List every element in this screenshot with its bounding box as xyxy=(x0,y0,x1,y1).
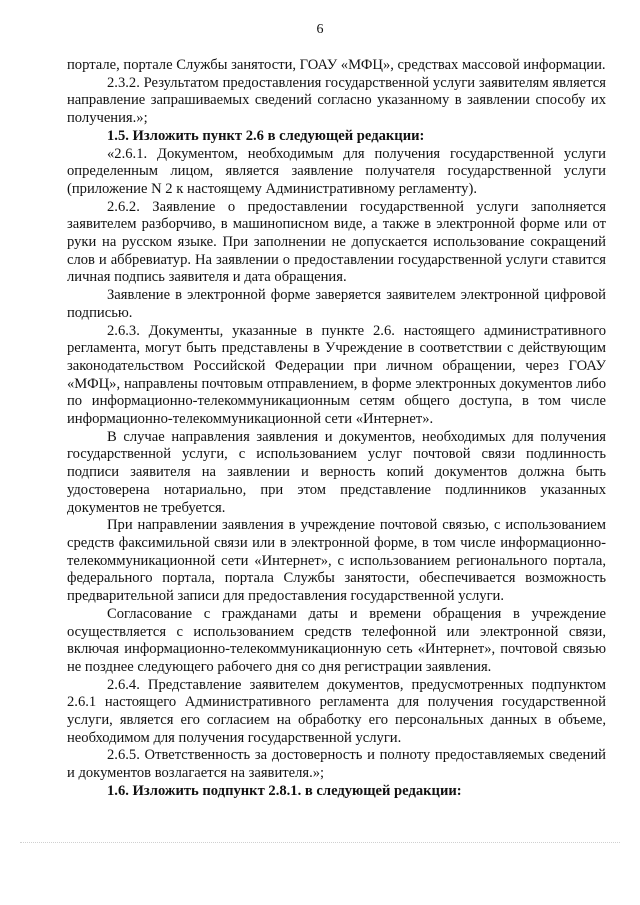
paragraph-2-6-3: 2.6.3. Документы, указанные в пункте 2.6. настоящего административного регламента, могут быть представлены в Учреждение в соответствии с действующим законодательством Российской Федерации при личном обращении, через ГОАУ «МФЦ», направлены почтовым отправлением, в форме электронных документов либо по информационно-телекоммуникационным сетям общего доступа, в том числе информационно-телекоммуникационной сети «Интернет». xyxy=(67,322,606,428)
paragraph-postal-submission: В случае направления заявления и документов, необходимых для получения государственной услуги, с использованием услуг почтовой связи подлинность подписи заявителя на заявлении и верность копий документов должна быть удостоверена нотариально, при этом представление подлинников указанных документов не требуется. xyxy=(67,428,606,516)
page-number: 6 xyxy=(316,22,324,37)
paragraph-preliminary-booking: При направлении заявления в учреждение почтовой связью, с использованием средств факсимильной связи или в электронной форме, в том числе информационно-телекоммуникационной сети «Интернет», с использованием регионального портала, федерального портала, портала Службы занятости, обеспечивается возможность предварительной записи для предоставления государственной услуги. xyxy=(67,517,606,605)
paragraph-2-6-5: 2.6.5. Ответственность за достоверность и полноту предоставляемых сведений и документов возлагается на заявителя.»; xyxy=(67,747,606,782)
paragraph-2-6-4: 2.6.4. Представление заявителем документов, предусмотренных подпунктом 2.6.1 настоящего Административного регламента для получения государственной услуги, является его согласием на обработку его персональных данных в объеме, необходимом для получения государственной услуги. xyxy=(67,676,606,746)
paragraph-2-6-1: «2.6.1. Документом, необходимым для получения государственной услуги определенным лицом, является заявление получателя государственной услуги (приложение N 2 к настоящему Административному регламенту). xyxy=(67,145,606,197)
section-heading-1-6: 1.6. Изложить подпункт 2.8.1. в следующей редакции: xyxy=(107,782,462,799)
paragraph-2-6-2: 2.6.2. Заявление о предоставлении государственной услуги заполняется заявителем разборчиво, в машинописном виде, а также в электронной форме или от руки на русском языке. При заполнении не допускается использование сокращений слов и аббревиатур. На заявлении о предоставлении государственной услуги ставится личная подпись заявителя и дата обращения. xyxy=(67,198,606,286)
paragraph-date-agreement: Согласование с гражданами даты и времени обращения в учреждение осуществляется с использованием средств телефонной или электронной связи, включая информационно-телекоммуникационную сеть «Интернет», почтовой связью не позднее следующего рабочего дня со дня регистрации заявления. xyxy=(67,605,606,675)
paragraph-portal-continuation: портале, портале Службы занятости, ГОАУ «МФЦ», средствах массовой информации. xyxy=(67,57,606,73)
document-body xyxy=(67,57,606,801)
scan-artifact-line xyxy=(20,842,620,844)
paragraph-electronic-signature: Заявление в электронной форме заверяется заявителем электронной цифровой подписью. xyxy=(67,287,606,321)
paragraph-2-3-2: 2.3.2. Результатом предоставления государственной услуги заявителям является направление запрашиваемых сведений согласно указанному в заявлении способу их получения.»; xyxy=(67,74,606,127)
section-heading-1-5: 1.5. Изложить пункт 2.6 в следующей редакции: xyxy=(107,127,425,144)
